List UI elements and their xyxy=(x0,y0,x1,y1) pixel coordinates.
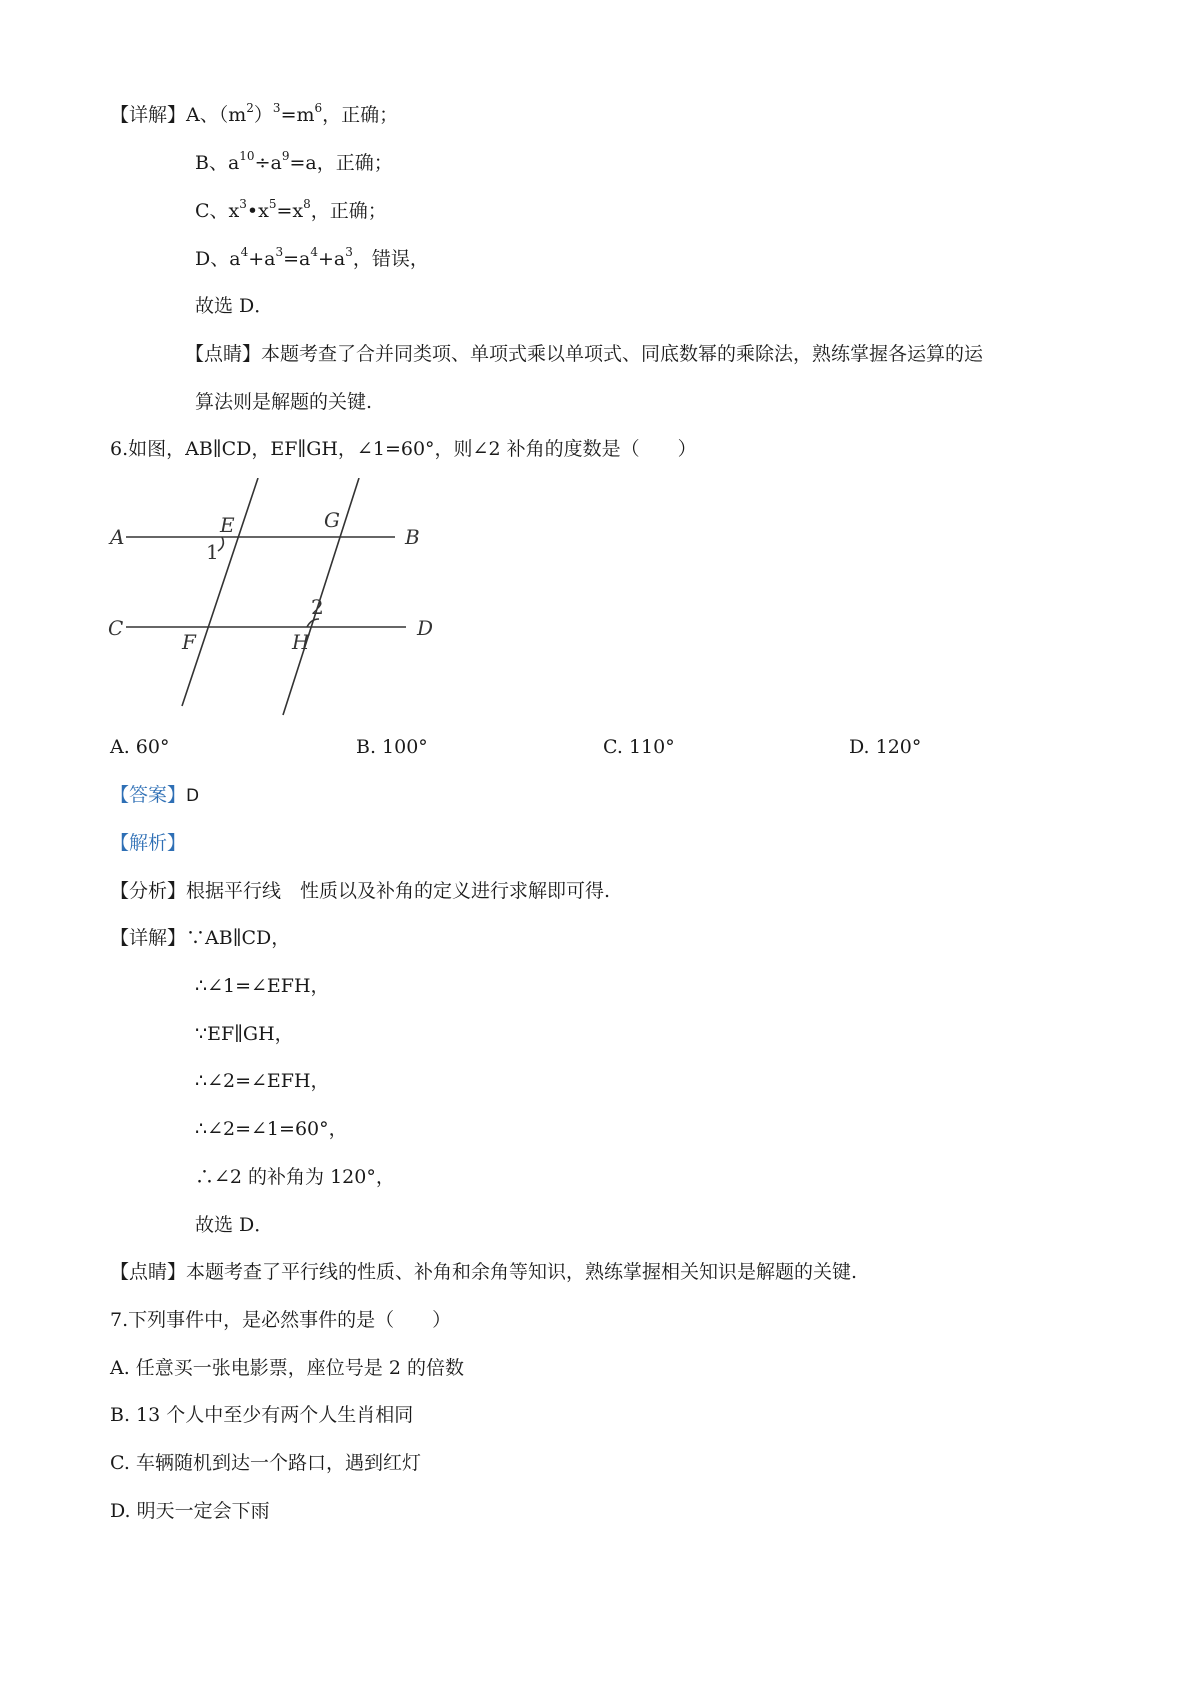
label-angle-1: 1 xyxy=(206,540,219,564)
label-a: A xyxy=(110,525,125,549)
question7-option-c: C. 车辆随机到达一个路口，遇到红灯 xyxy=(110,1452,421,1474)
analysis-text: 【分析】根据平行线 性质以及补角的定义进行求解即可得. xyxy=(110,880,611,902)
question7-stem: 7.下列事件中，是必然事件的是（ ） xyxy=(110,1309,452,1331)
solution5-line-c: C、$x^3•x^5=x^8$，正确； xyxy=(195,197,387,222)
label-h: H xyxy=(292,630,310,654)
step-2: ∴∠1=∠EFH， xyxy=(195,975,330,997)
answer-tag: 【答案】 xyxy=(110,784,187,806)
label-c: C xyxy=(108,616,124,640)
question7-option-d: D. 明天一定会下雨 xyxy=(110,1500,270,1522)
question6-option-a: A. 60° xyxy=(110,736,170,758)
parallel-lines-figure xyxy=(100,478,440,728)
step-7: 故选 D． xyxy=(195,1214,274,1236)
step-3: ∵EF∥GH， xyxy=(195,1023,294,1045)
question6-detail-line xyxy=(110,929,290,948)
label-b: B xyxy=(405,525,420,549)
solution5-line-b: B、$a^{10}\div a^9=a$，正确； xyxy=(195,149,393,174)
solution5-conclusion: 故选 D． xyxy=(195,295,274,317)
label-d: D xyxy=(417,616,434,640)
angle-1-arc xyxy=(218,537,223,551)
solution5-comment-2: 算法则是解题的关键. xyxy=(195,391,373,413)
label-f: F xyxy=(182,630,196,654)
question6-comment: 【点睛】本题考查了平行线的性质、补角和余角等知识，熟练掌握相关知识是解题的关键. xyxy=(110,1261,858,1283)
step-6: ∴∠2 的补角为 120°， xyxy=(195,1166,395,1188)
detail-tag: 【详解】 xyxy=(110,104,187,126)
solution5-comment-1: 【点睛】本题考查了合并同类项、单项式乘以单项式、同底数幂的乘除法，熟练掌握各运算的运 xyxy=(185,343,984,365)
analysis-tag: 【解析】 xyxy=(110,832,187,854)
answer-line xyxy=(110,786,199,805)
step-1: ∵AB∥CD， xyxy=(186,927,291,949)
question7-option-b: B. 13 个人中至少有两个人生肖相同 xyxy=(110,1404,414,1426)
solution5-line-d: D、$a^4+a^3=a^4+a^3$，错误， xyxy=(195,245,429,270)
step-5: ∴∠2=∠1=60°， xyxy=(195,1118,348,1140)
question6-option-d: D. 120° xyxy=(849,736,922,758)
solution5-line-a: 【详解】A、$(m^2)^3=m^6$，正确； xyxy=(110,101,399,126)
step-4: ∴∠2=∠EFH， xyxy=(195,1070,330,1092)
question7-option-a: A. 任意买一张电影票，座位号是 2 的倍数 xyxy=(110,1357,464,1379)
detail-tag: 【详解】 xyxy=(110,927,187,949)
label-angle-2: 2 xyxy=(311,595,324,619)
label-g: G xyxy=(324,508,340,532)
label-e: E xyxy=(220,513,235,537)
question6-option-b: B. 100° xyxy=(356,736,428,758)
question6-option-c: C. 110° xyxy=(603,736,675,758)
question6-stem: 6.如图，AB∥CD，EF∥GH，∠1=60°，则∠2 补角的度数是（ ） xyxy=(110,438,697,460)
answer-value: D xyxy=(186,786,200,806)
